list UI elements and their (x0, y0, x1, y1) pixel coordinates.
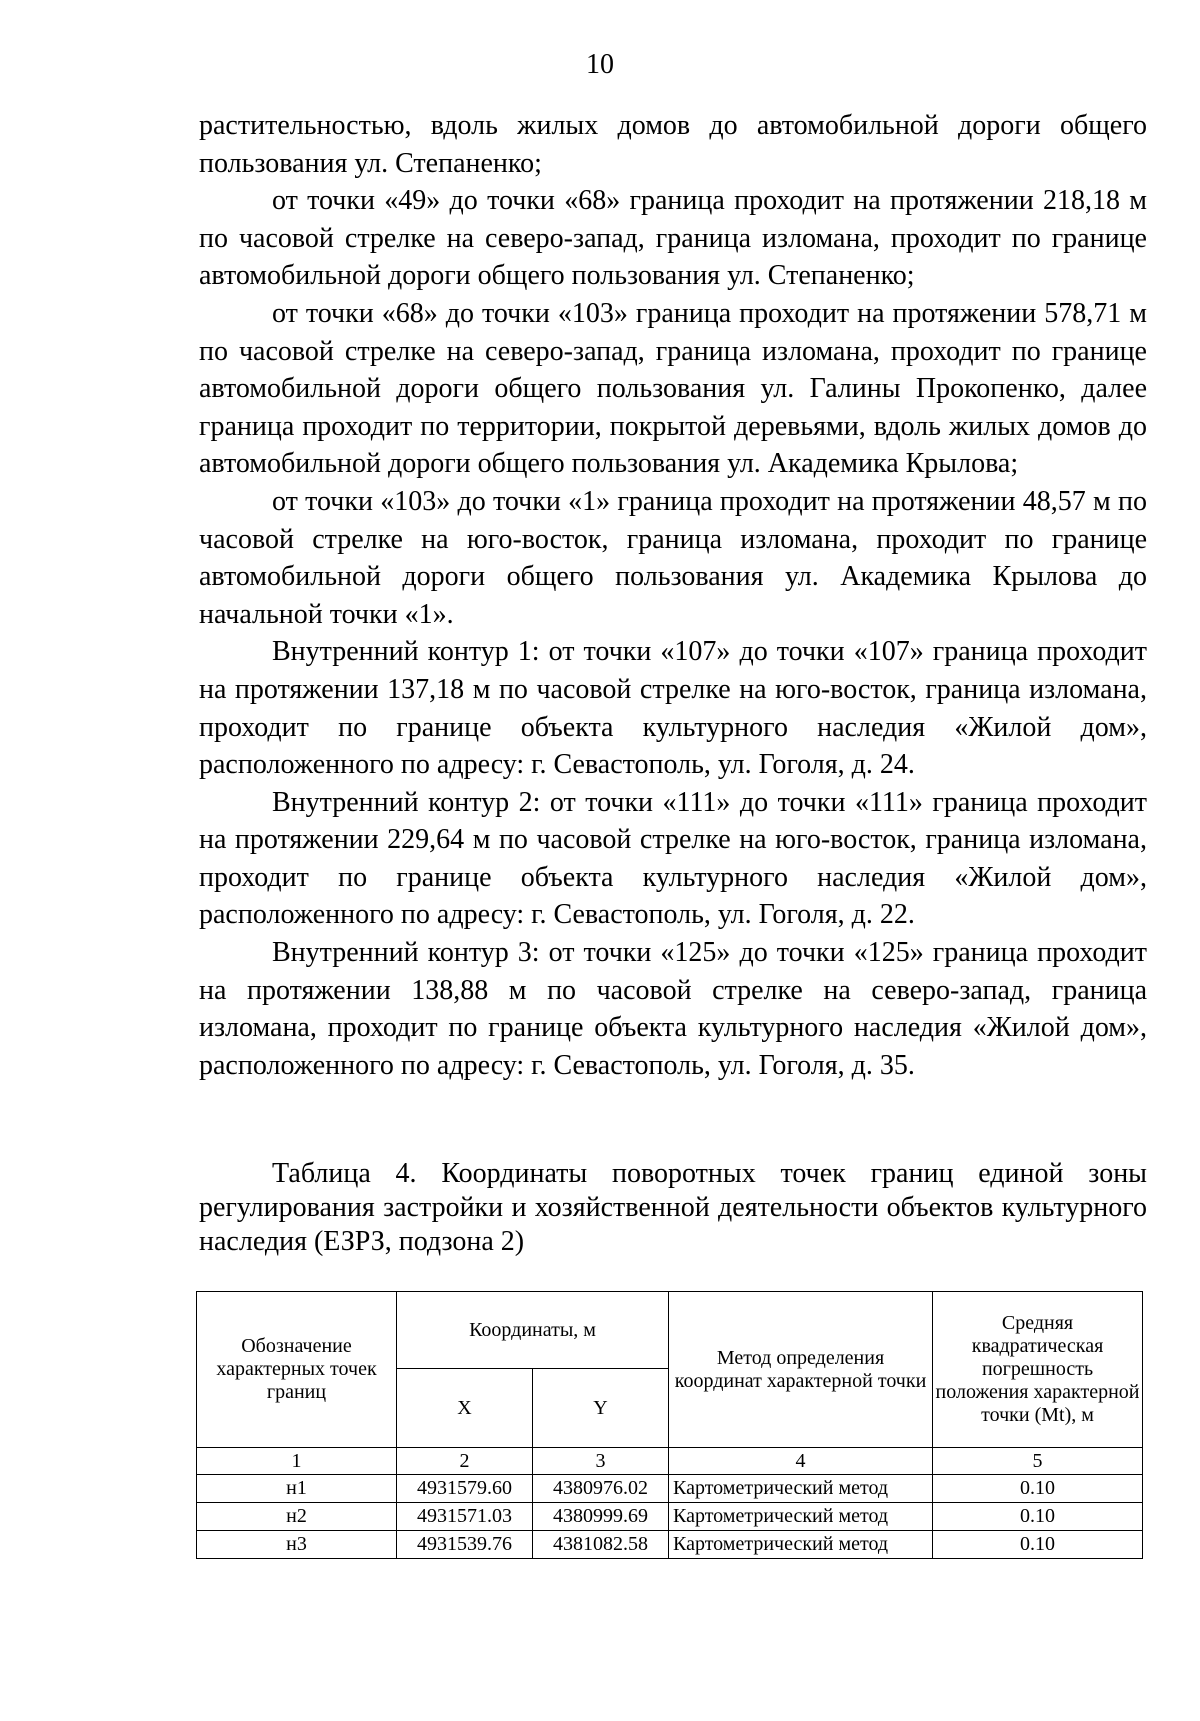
paragraph: от точки «103» до точки «1» граница проходит на протяжении 48,57 м по часовой стрелке на юго-восток, граница изломана, проходит по границе автомобильной дороги общего пользования ул. Академика Крылова до начальной точки «1». (199, 485, 1147, 630)
point-designation: н1 (197, 1475, 397, 1503)
header-y: Y (533, 1369, 669, 1448)
page-number: 10 (586, 49, 614, 80)
paragraph: от точки «68» до точки «103» граница проходит на протяжении 578,71 м по часовой стрелке на северо-запад, граница изломана, проходит по границе автомобильной дороги общего пользования ул. Галины Прокопенко, далее граница проходит по территории, покрытой деревьями, вдоль жилых домов до автомобильной дороги общего пользования ул. Академика Крылова; (199, 297, 1147, 480)
coordinates-table (196, 1291, 1143, 1559)
column-number: 1 (197, 1448, 397, 1475)
coordinate-x: 4931539.76 (397, 1531, 533, 1559)
position-error: 0.10 (933, 1531, 1143, 1559)
position-error: 0.10 (933, 1475, 1143, 1503)
document-body (199, 107, 1147, 1084)
table-row (197, 1475, 1143, 1503)
column-number: 2 (397, 1448, 533, 1475)
table-row (197, 1503, 1143, 1531)
coordinate-y: 4380976.02 (533, 1475, 669, 1503)
header-x: X (397, 1369, 533, 1448)
column-number-row (197, 1448, 1143, 1475)
coordinates-table-container (196, 1291, 1142, 1559)
coordinate-y: 4381082.58 (533, 1531, 669, 1559)
header-method: Метод определения координат характерной точки (669, 1292, 933, 1448)
column-number: 3 (533, 1448, 669, 1475)
header-coordinates: Координаты, м (397, 1292, 669, 1369)
point-designation: н2 (197, 1503, 397, 1531)
header-row (197, 1292, 1143, 1369)
column-number: 4 (669, 1448, 933, 1475)
header-error: Средняя квадратическая погрешность положения характерной точки (Mt), м (933, 1292, 1143, 1448)
position-error: 0.10 (933, 1503, 1143, 1531)
coordinate-y: 4380999.69 (533, 1503, 669, 1531)
header-designation: Обозначение характерных точек границ (197, 1292, 397, 1448)
paragraph: Внутренний контур 3: от точки «125» до точки «125» граница проходит на протяжении 138,88 м по часовой стрелке на северо-запад, граница изломана, проходит по границе объекта культурного наследия «Жилой дом», расположенного по адресу: г. Севастополь, ул. Гоголя, д. 35. (199, 937, 1147, 1081)
table-row (197, 1531, 1143, 1559)
method: Картометрический метод (669, 1475, 933, 1503)
column-number: 5 (933, 1448, 1143, 1475)
point-designation: н3 (197, 1531, 397, 1559)
paragraph: от точки «49» до точки «68» граница проходит на протяжении 218,18 м по часовой стрелке на северо-запад, граница изломана, проходит по границе автомобильной дороги общего пользования ул. Степаненко; (199, 185, 1147, 292)
paragraph: Внутренний контур 2: от точки «111» до точки «111» граница проходит на протяжении 229,64 м по часовой стрелке на юго-восток, граница изломана, проходит по границе объекта культурного наследия «Жилой дом», расположенного по адресу: г. Севастополь, ул. Гоголя, д. 22. (199, 786, 1147, 931)
coordinate-x: 4931579.60 (397, 1475, 533, 1503)
method: Картометрический метод (669, 1503, 933, 1531)
table-caption: Таблица 4. Координаты поворотных точек границ единой зоны регулирования застройки и хозяйственной деятельности объектов культурного наследия (ЕЗРЗ, подзона 2) (199, 1158, 1147, 1257)
paragraph: растительностью, вдоль жилых домов до автомобильной дороги общего пользования ул. Степаненко; (199, 110, 1147, 179)
paragraph: Внутренний контур 1: от точки «107» до точки «107» граница проходит на протяжении 137,18 м по часовой стрелке на юго-восток, граница изломана, проходит по границе объекта культурного наследия «Жилой дом», расположенного по адресу: г. Севастополь, ул. Гоголя, д. 24. (199, 636, 1147, 781)
method: Картометрический метод (669, 1531, 933, 1559)
coordinate-x: 4931571.03 (397, 1503, 533, 1531)
